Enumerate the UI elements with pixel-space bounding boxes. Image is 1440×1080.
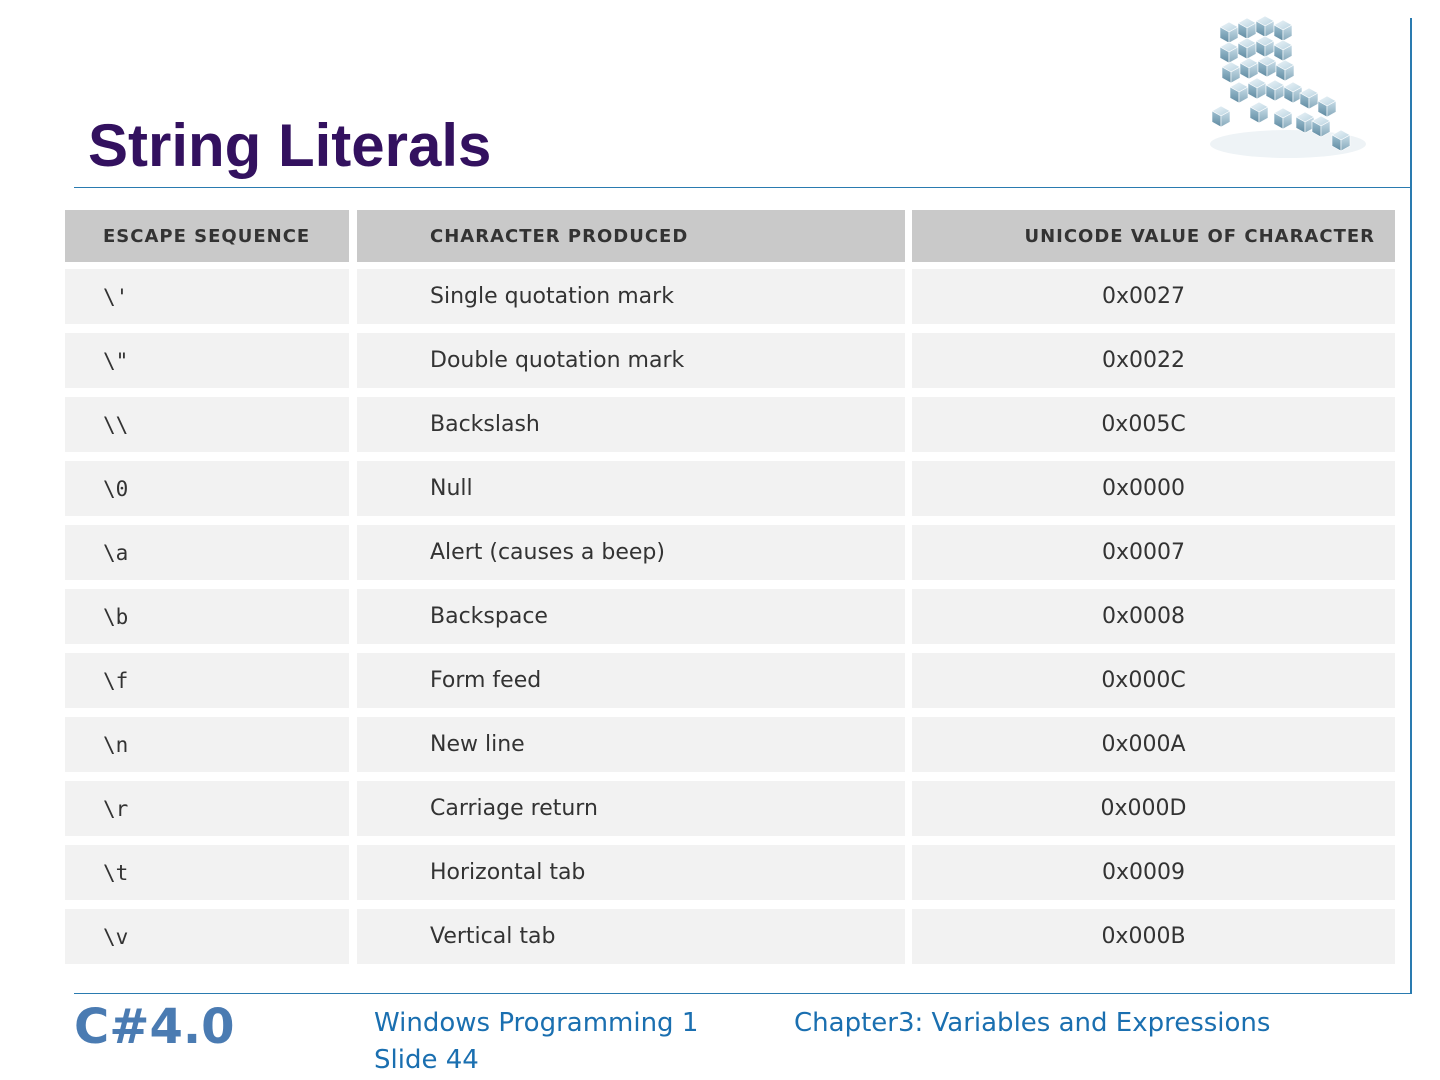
escape-cell: \n [65,717,349,772]
escape-cell: \f [65,653,349,708]
unicode-cell: 0x0009 [912,845,1395,900]
unicode-cell: 0x000A [912,717,1395,772]
character-cell: Single quotation mark [357,269,905,324]
title-divider [74,187,1412,188]
escape-cell: \' [65,269,349,324]
character-cell: Backspace [357,589,905,644]
footer-course-block [374,1005,698,1079]
header-escape-sequence: ESCAPE SEQUENCE [65,210,349,262]
escape-cell: \v [65,909,349,964]
character-cell: Horizontal tab [357,845,905,900]
unicode-cell: 0x000B [912,909,1395,964]
escape-cell: \0 [65,461,349,516]
character-cell: Alert (causes a beep) [357,525,905,580]
character-cell: Double quotation mark [357,333,905,388]
escape-cell: \a [65,525,349,580]
table-row [65,461,1395,516]
unicode-cell: 0x0000 [912,461,1395,516]
footer-slide-number: Slide 44 [374,1045,479,1075]
table-row [65,333,1395,388]
table-row [65,781,1395,836]
cube-cluster-icon [1200,12,1380,172]
character-cell: New line [357,717,905,772]
table-row [65,525,1395,580]
header-unicode-value: UNICODE VALUE OF CHARACTER [912,210,1395,262]
unicode-cell: 0x000D [912,781,1395,836]
unicode-cell: 0x005C [912,397,1395,452]
character-cell: Null [357,461,905,516]
table-row [65,397,1395,452]
character-cell: Backslash [357,397,905,452]
table-row [65,653,1395,708]
slide-title: String Literals [88,112,492,179]
table-row [65,589,1395,644]
escape-cell: \b [65,589,349,644]
table-row [65,717,1395,772]
escape-cell: \r [65,781,349,836]
footer-chapter-title: Chapter3: Variables and Expressions [794,1008,1271,1038]
escape-cell: \\ [65,397,349,452]
character-cell: Form feed [357,653,905,708]
table-header-row [65,210,1395,265]
table-row [65,269,1395,324]
escape-cell: \" [65,333,349,388]
footer-brand: C#4.0 [74,999,235,1055]
escape-cell: \t [65,845,349,900]
unicode-cell: 0x000C [912,653,1395,708]
escape-sequence-table [65,210,1395,966]
footer-course-title: Windows Programming 1 [374,1008,699,1038]
unicode-cell: 0x0022 [912,333,1395,388]
table-row [65,845,1395,900]
unicode-cell: 0x0027 [912,269,1395,324]
character-cell: Carriage return [357,781,905,836]
header-character-produced: CHARACTER PRODUCED [357,210,905,262]
character-cell: Vertical tab [357,909,905,964]
unicode-cell: 0x0008 [912,589,1395,644]
right-border-rule [1410,18,1412,994]
unicode-cell: 0x0007 [912,525,1395,580]
footer-divider [74,993,1412,994]
table-row [65,909,1395,964]
